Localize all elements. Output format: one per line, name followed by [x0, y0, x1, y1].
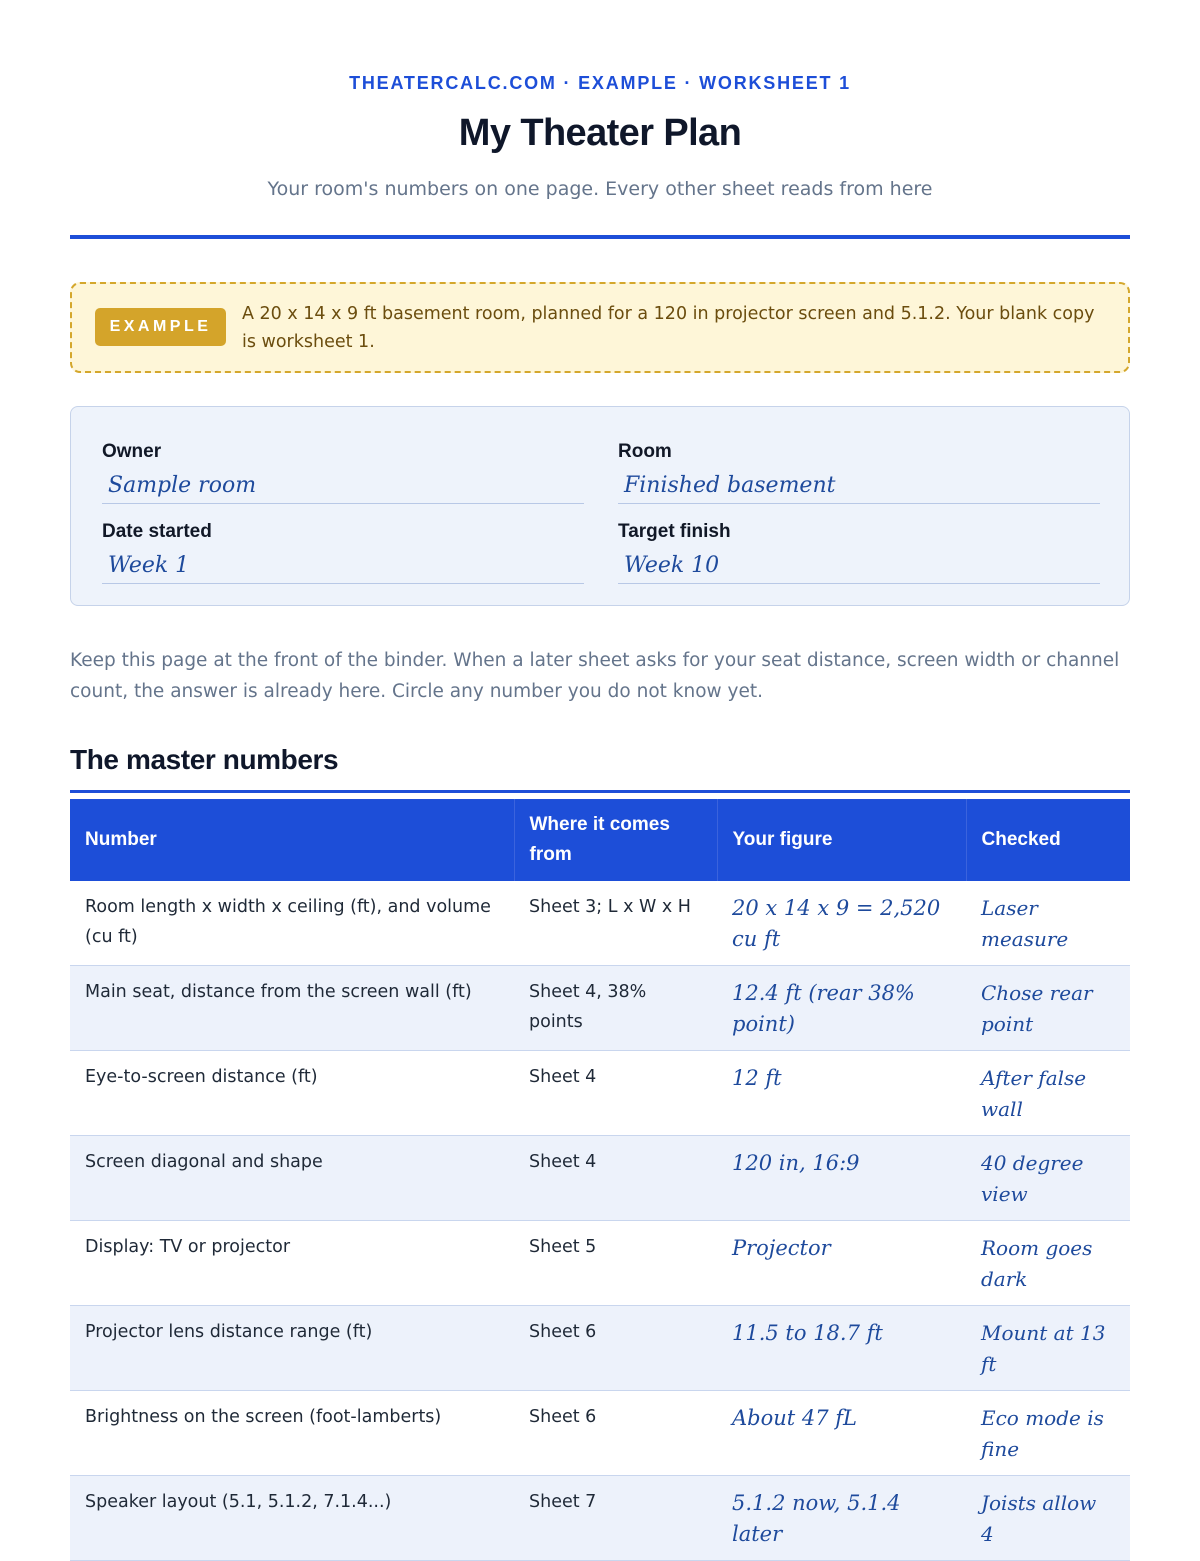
row-source-cell: Sheet 6 [514, 1306, 717, 1391]
row-number-cell: Brightness on the screen (foot-lamberts) [70, 1391, 514, 1476]
row-figure-cell[interactable]: 12.4 ft (rear 38% point) [717, 966, 966, 1051]
page-title: My Theater Plan [458, 112, 742, 154]
row-source-cell: Sheet 3; L x W x H [514, 881, 717, 966]
owner-value[interactable]: Sample room [102, 469, 584, 504]
site-kicker: THEATERCALC.COM · EXAMPLE · WORKSHEET 1 [349, 73, 851, 93]
master-numbers-table [70, 799, 1130, 1561]
section-title: The master numbers [70, 744, 339, 775]
row-figure-cell[interactable]: Projector [717, 1221, 966, 1306]
date-started-label: Date started [102, 521, 212, 542]
example-badge: EXAMPLE [95, 308, 226, 346]
row-checked-cell[interactable]: Chose rear point [966, 966, 1130, 1051]
table-row [70, 1051, 1130, 1136]
row-checked-cell[interactable]: Laser measure [966, 881, 1130, 966]
owner-field[interactable] [102, 440, 584, 504]
row-checked-cell[interactable]: Mount at 13 ft [966, 1306, 1130, 1391]
row-number-cell: Room length x width x ceiling (ft), and volume (cu ft) [70, 881, 514, 966]
section-divider [70, 790, 1130, 793]
row-number-cell: Eye-to-screen distance (ft) [70, 1051, 514, 1136]
column-header-figure: Your figure [717, 799, 966, 881]
row-source-cell: Sheet 7 [514, 1476, 717, 1561]
target-finish-label: Target finish [618, 521, 731, 542]
row-checked-cell[interactable]: 40 degree view [966, 1136, 1130, 1221]
table-row [70, 1306, 1130, 1391]
room-value[interactable]: Finished basement [618, 469, 1100, 504]
table-header-row [70, 799, 1130, 881]
row-figure-cell[interactable]: About 47 fL [717, 1391, 966, 1476]
example-text: A 20 x 14 x 9 ft basement room, planned for a 120 in projector screen and 5.1.2. Your blank copy is worksheet 1. [242, 304, 1095, 352]
row-figure-cell[interactable]: 120 in, 16:9 [717, 1136, 966, 1221]
table-row [70, 1476, 1130, 1561]
row-number-cell: Display: TV or projector [70, 1221, 514, 1306]
table-row [70, 881, 1130, 966]
owner-label: Owner [102, 441, 162, 462]
example-callout [70, 282, 1130, 373]
row-number-cell: Speaker layout (5.1, 5.1.2, 7.1.4...) [70, 1476, 514, 1561]
row-number-cell: Screen diagonal and shape [70, 1136, 514, 1221]
column-header-number: Number [70, 799, 514, 881]
date-started-field[interactable] [102, 520, 584, 584]
date-started-value[interactable]: Week 1 [102, 549, 584, 584]
row-figure-cell[interactable]: 5.1.2 now, 5.1.4 later [717, 1476, 966, 1561]
row-source-cell: Sheet 4 [514, 1051, 717, 1136]
table-row [70, 1221, 1130, 1306]
row-checked-cell[interactable]: Joists allow 4 [966, 1476, 1130, 1561]
table-row [70, 1391, 1130, 1476]
row-source-cell: Sheet 4 [514, 1136, 717, 1221]
target-finish-field[interactable] [618, 520, 1100, 584]
row-source-cell: Sheet 6 [514, 1391, 717, 1476]
row-source-cell: Sheet 4, 38% points [514, 966, 717, 1051]
target-finish-value[interactable]: Week 10 [618, 549, 1100, 584]
title-divider [70, 235, 1130, 239]
row-number-cell: Projector lens distance range (ft) [70, 1306, 514, 1391]
table-row [70, 1136, 1130, 1221]
page-subtitle: Your room's numbers on one page. Every other sheet reads from here [267, 178, 933, 200]
row-number-cell: Main seat, distance from the screen wall (ft) [70, 966, 514, 1051]
column-header-checked: Checked [966, 799, 1130, 881]
row-figure-cell[interactable]: 12 ft [717, 1051, 966, 1136]
row-checked-cell[interactable]: Room goes dark [966, 1221, 1130, 1306]
column-header-source: Where it comes from [514, 799, 717, 881]
row-figure-cell[interactable]: 11.5 to 18.7 ft [717, 1306, 966, 1391]
room-label: Room [618, 441, 672, 462]
plan-info-card [70, 406, 1130, 606]
table-row [70, 966, 1130, 1051]
row-figure-cell[interactable]: 20 x 14 x 9 = 2,520 cu ft [717, 881, 966, 966]
intro-paragraph: Keep this page at the front of the binder. When a later sheet asks for your seat distance, screen width or channel count, the answer is already here. Circle any number you do not know yet. [70, 650, 1120, 702]
row-checked-cell[interactable]: After false wall [966, 1051, 1130, 1136]
row-source-cell: Sheet 5 [514, 1221, 717, 1306]
row-checked-cell[interactable]: Eco mode is fine [966, 1391, 1130, 1476]
room-field[interactable] [618, 440, 1100, 504]
